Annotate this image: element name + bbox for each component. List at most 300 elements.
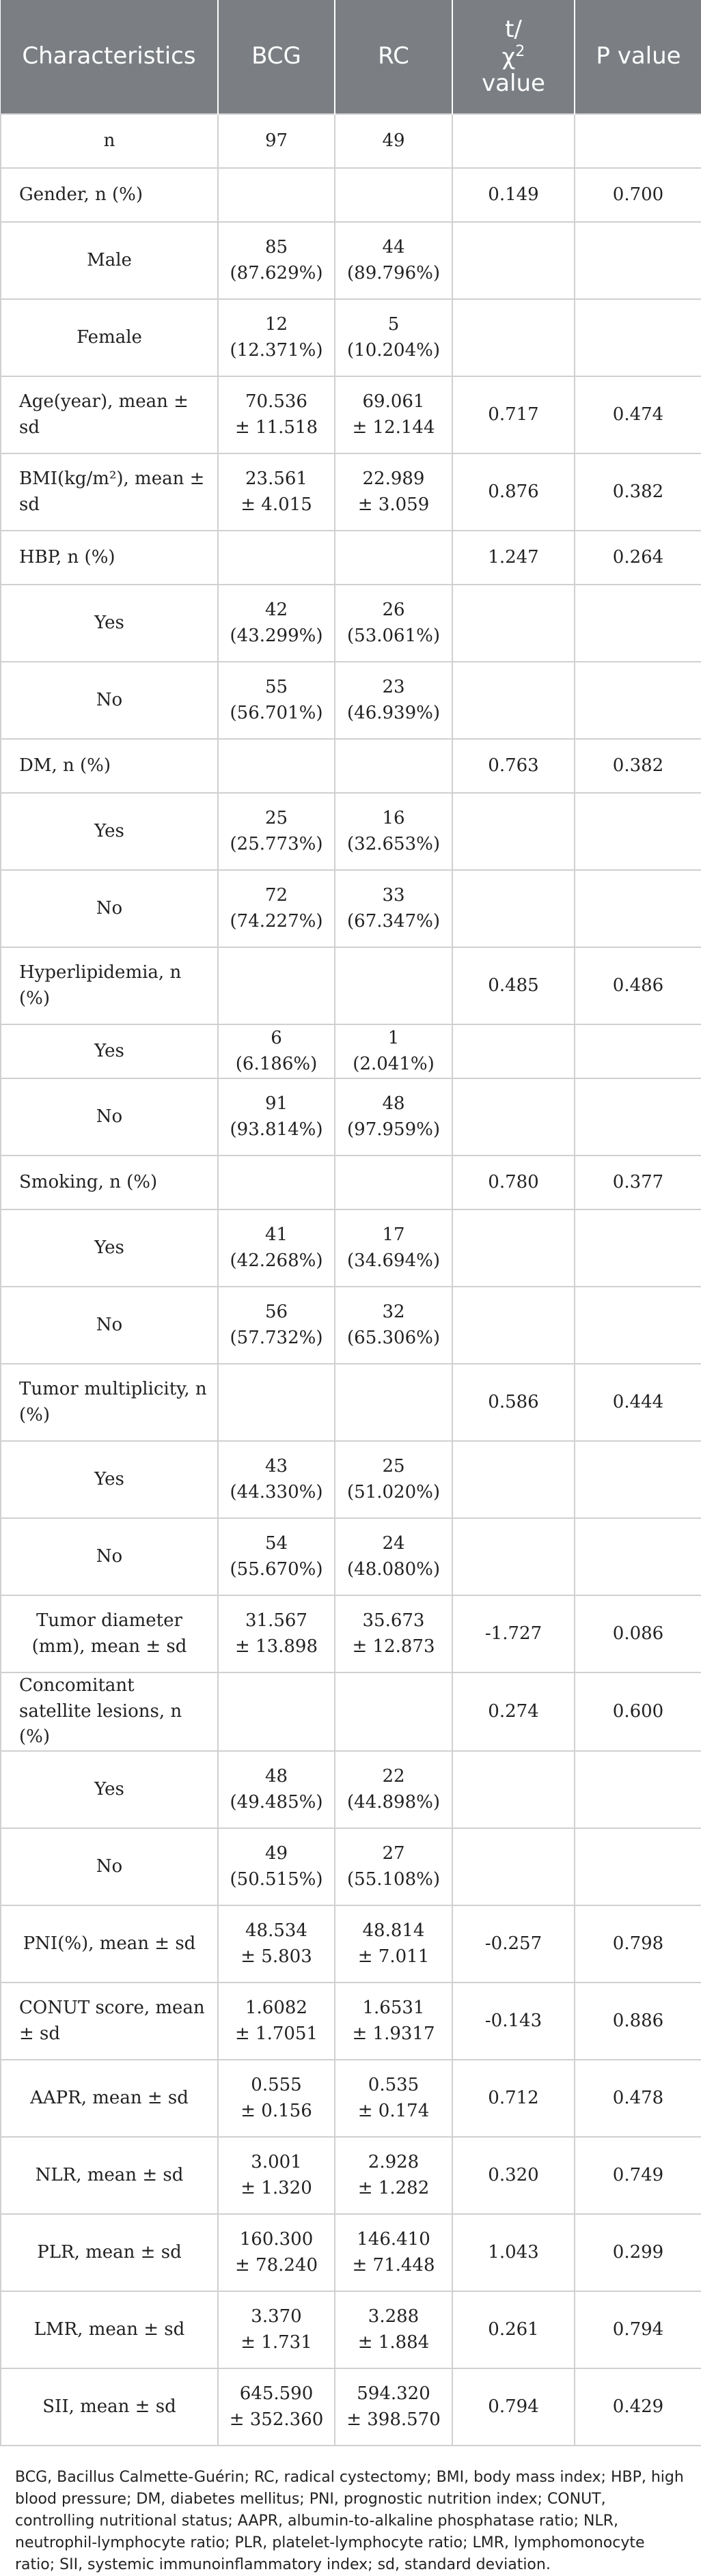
cell-rc-line2: (32.653%) xyxy=(347,833,440,854)
row-label: No xyxy=(1,1078,218,1156)
table-row xyxy=(1,870,701,947)
cell-p-value: 0.382 xyxy=(575,453,701,531)
table-row xyxy=(1,585,701,662)
cell-stat xyxy=(452,1287,575,1364)
table-row xyxy=(1,168,701,222)
cell-bcg xyxy=(218,1828,335,1905)
header-row xyxy=(1,0,701,114)
cell-rc-line2: (46.939%) xyxy=(347,702,440,723)
row-label: Yes xyxy=(1,585,218,662)
cell-rc-line2: ± 71.448 xyxy=(352,2254,435,2276)
cell-bcg-line1: 1.6082 xyxy=(245,1997,307,2018)
cell-bcg-line2: (49.485%) xyxy=(230,1791,323,1812)
cell-p-value: 0.600 xyxy=(575,1672,701,1751)
table-row xyxy=(1,2214,701,2291)
cell-stat xyxy=(452,1024,575,1078)
cell-rc-line1: 27 xyxy=(382,1843,405,1864)
cell-p-value xyxy=(575,1209,701,1287)
row-label: n xyxy=(1,114,218,168)
cell-rc-line2: ± 1.884 xyxy=(357,2332,430,2353)
row-label: No xyxy=(1,1518,218,1595)
cell-rc xyxy=(335,662,452,739)
row-label: Age(year), mean ± sd xyxy=(1,376,218,453)
header-p-value: P value xyxy=(575,0,701,114)
cell-bcg xyxy=(218,1672,335,1751)
table-row xyxy=(1,1441,701,1518)
row-label: BMI(kg/m²), mean ± sd xyxy=(1,453,218,531)
cell-bcg-line1: 3.001 xyxy=(251,2151,302,2172)
cell-rc xyxy=(335,1209,452,1287)
table-row xyxy=(1,1828,701,1905)
table-row xyxy=(1,114,701,168)
row-label: Female xyxy=(1,299,218,376)
row-label: Yes xyxy=(1,1024,218,1078)
cell-bcg-line2: (44.330%) xyxy=(230,1481,323,1502)
cell-rc xyxy=(335,1156,452,1209)
cell-rc-line1: 1.6531 xyxy=(362,1997,425,2018)
cell-bcg-line1: 42 xyxy=(264,599,288,620)
header-bcg: BCG xyxy=(218,0,335,114)
cell-stat: 0.274 xyxy=(452,1672,575,1751)
cell-rc xyxy=(335,376,452,453)
table-row xyxy=(1,793,701,870)
cell-rc-line2: ± 12.144 xyxy=(352,417,435,438)
cell-stat xyxy=(452,1828,575,1905)
table-row xyxy=(1,2060,701,2137)
cell-bcg-line2: ± 1.731 xyxy=(240,2332,312,2353)
cell-bcg xyxy=(218,947,335,1024)
cell-bcg xyxy=(218,222,335,299)
cell-p-value: 0.749 xyxy=(575,2137,701,2214)
cell-bcg-line2: ± 352.360 xyxy=(229,2409,324,2430)
cell-rc-line2: ± 1.282 xyxy=(357,2177,430,2198)
cell-bcg xyxy=(218,531,335,585)
cell-bcg-line2: ± 4.015 xyxy=(240,494,312,515)
cell-bcg-line1: 85 xyxy=(264,236,288,257)
cell-rc-line2: (67.347%) xyxy=(347,910,440,932)
cell-rc xyxy=(335,1905,452,1983)
row-label: No xyxy=(1,1828,218,1905)
cell-bcg-line2: (55.670%) xyxy=(230,1558,323,1580)
table-row xyxy=(1,1672,701,1751)
row-label: Concomitant satellite lesions, n (%) xyxy=(1,1672,218,1751)
row-label: PNI(%), mean ± sd xyxy=(1,1905,218,1983)
header-stat-line3: value xyxy=(482,70,545,98)
cell-bcg xyxy=(218,168,335,222)
cell-rc xyxy=(335,531,452,585)
cell-rc-line2: ± 12.873 xyxy=(352,1636,435,1657)
cell-rc xyxy=(335,1595,452,1672)
table-row xyxy=(1,531,701,585)
cell-p-value xyxy=(575,1441,701,1518)
cell-stat: -1.727 xyxy=(452,1595,575,1672)
cell-bcg-line1: 3.370 xyxy=(251,2306,302,2327)
cell-bcg-line2: (74.227%) xyxy=(230,910,323,932)
row-label: Yes xyxy=(1,1209,218,1287)
table-row xyxy=(1,222,701,299)
cell-p-value xyxy=(575,1078,701,1156)
cell-rc-line2: (53.061%) xyxy=(347,625,440,646)
cell-stat xyxy=(452,1751,575,1828)
row-label: CONUT score, mean ± sd xyxy=(1,1983,218,2060)
cell-stat: 0.876 xyxy=(452,453,575,531)
cell-bcg-line2: (57.732%) xyxy=(230,1327,323,1348)
cell-p-value: 0.264 xyxy=(575,531,701,585)
cell-rc-line1: 5 xyxy=(387,313,400,335)
cell-rc xyxy=(335,739,452,793)
cell-bcg xyxy=(218,585,335,662)
cell-bcg-line1: 54 xyxy=(264,1532,288,1554)
cell-p-value xyxy=(575,1751,701,1828)
cell-bcg-line2: ± 5.803 xyxy=(240,1946,312,1967)
table-row xyxy=(1,1983,701,2060)
cell-rc-line1: 69.061 xyxy=(362,391,425,412)
cell-rc-line1: 48.814 xyxy=(362,1920,425,1941)
cell-bcg-line2: ± 78.240 xyxy=(234,2254,318,2276)
table-row xyxy=(1,739,701,793)
cell-stat: 0.712 xyxy=(452,2060,575,2137)
row-label: Hyperlipidemia, n (%) xyxy=(1,947,218,1024)
row-label: NLR, mean ± sd xyxy=(1,2137,218,2214)
cell-bcg xyxy=(218,1287,335,1364)
cell-p-value xyxy=(575,585,701,662)
cell-rc-line2: (10.204%) xyxy=(347,339,440,361)
header-stat-line1: t/ xyxy=(505,15,522,43)
table-row xyxy=(1,1595,701,1672)
cell-bcg xyxy=(218,1024,335,1078)
cell-bcg-line1: 31.567 xyxy=(245,1610,307,1631)
cell-rc xyxy=(335,585,452,662)
cell-bcg xyxy=(218,1983,335,2060)
cell-rc xyxy=(335,1024,452,1078)
cell-stat: 0.586 xyxy=(452,1364,575,1441)
cell-rc-line1: 35.673 xyxy=(362,1610,425,1631)
cell-bcg-line2: ± 0.156 xyxy=(240,2100,312,2121)
cell-rc-line2: (34.694%) xyxy=(347,1250,440,1271)
cell-p-value: 0.798 xyxy=(575,1905,701,1983)
cell-rc-line2: ± 3.059 xyxy=(357,494,430,515)
cell-rc-line2: ± 1.9317 xyxy=(352,2023,435,2044)
cell-stat: 1.247 xyxy=(452,531,575,585)
cell-bcg-line1: 23.561 xyxy=(245,468,307,489)
cell-bcg-line2: ± 13.898 xyxy=(234,1636,318,1657)
row-label: Tumor multiplicity, n (%) xyxy=(1,1364,218,1441)
cell-bcg-line1: 55 xyxy=(264,676,288,697)
cell-rc-line1: 22.989 xyxy=(362,468,425,489)
cell-rc-line2: (89.796%) xyxy=(347,262,440,283)
table-row xyxy=(1,1518,701,1595)
cell-stat xyxy=(452,222,575,299)
cell-rc-line1: 3.288 xyxy=(368,2306,420,2327)
cell-bcg-line2: ± 1.320 xyxy=(240,2177,312,2198)
cell-bcg-line2: (42.268%) xyxy=(230,1250,323,1271)
cell-rc xyxy=(335,1364,452,1441)
table-row xyxy=(1,662,701,739)
cell-rc xyxy=(335,2214,452,2291)
cell-stat: 0.763 xyxy=(452,739,575,793)
cell-rc-line1: 146.410 xyxy=(357,2228,430,2250)
row-label: Tumor diameter (mm), mean ± sd xyxy=(1,1595,218,1672)
table-row xyxy=(1,1751,701,1828)
cell-rc xyxy=(335,453,452,531)
cell-bcg xyxy=(218,114,335,168)
cell-stat: 0.149 xyxy=(452,168,575,222)
cell-rc xyxy=(335,1518,452,1595)
cell-bcg-line2: (56.701%) xyxy=(230,702,323,723)
row-label: Yes xyxy=(1,1751,218,1828)
cell-stat: 0.794 xyxy=(452,2368,575,2446)
cell-p-value xyxy=(575,662,701,739)
cell-p-value: 0.444 xyxy=(575,1364,701,1441)
cell-bcg xyxy=(218,1364,335,1441)
row-label: Yes xyxy=(1,793,218,870)
header-stat-value xyxy=(452,0,575,114)
cell-bcg-line1: 41 xyxy=(264,1224,288,1245)
cell-rc-line2: ± 398.570 xyxy=(346,2409,441,2430)
cell-rc-line1: 17 xyxy=(382,1224,405,1245)
cell-rc-line1: 1 (2.041%) xyxy=(353,1027,435,1074)
table-row xyxy=(1,2368,701,2446)
cell-stat: -0.257 xyxy=(452,1905,575,1983)
cell-bcg-line1: 48.534 xyxy=(245,1920,307,1941)
table-row xyxy=(1,1905,701,1983)
cell-rc-line2: (65.306%) xyxy=(347,1327,440,1348)
cell-rc xyxy=(335,114,452,168)
cell-rc xyxy=(335,793,452,870)
cell-rc-line2: (48.080%) xyxy=(347,1558,440,1580)
header-characteristics: Characteristics xyxy=(1,0,218,114)
cell-p-value xyxy=(575,870,701,947)
cell-bcg xyxy=(218,1595,335,1672)
cell-rc xyxy=(335,1828,452,1905)
cell-p-value xyxy=(575,1287,701,1364)
cell-bcg-line2: (87.629%) xyxy=(230,262,323,283)
cell-rc xyxy=(335,947,452,1024)
cell-bcg-line1: 43 xyxy=(264,1455,288,1476)
cell-stat xyxy=(452,793,575,870)
cell-bcg xyxy=(218,1518,335,1595)
cell-bcg-line2: ± 11.518 xyxy=(234,417,318,438)
header-stat-chi: χ xyxy=(501,43,516,71)
table-row xyxy=(1,1024,701,1078)
table-row xyxy=(1,1287,701,1364)
cell-p-value xyxy=(575,793,701,870)
cell-bcg-line2: (12.371%) xyxy=(230,339,323,361)
cell-rc-line2: ± 0.174 xyxy=(357,2100,430,2121)
table-row xyxy=(1,1364,701,1441)
cell-stat xyxy=(452,1441,575,1518)
cell-rc xyxy=(335,1983,452,2060)
cell-bcg-line1: 49 xyxy=(264,1843,288,1864)
cell-rc-line2: (97.959%) xyxy=(347,1119,440,1140)
cell-bcg xyxy=(218,2137,335,2214)
cell-rc xyxy=(335,1078,452,1156)
cell-stat xyxy=(452,1209,575,1287)
table-row xyxy=(1,2137,701,2214)
cell-bcg-line2: (93.814%) xyxy=(230,1119,323,1140)
row-label: LMR, mean ± sd xyxy=(1,2291,218,2368)
table-footnote: BCG, Bacillus Calmette-Guérin; RC, radical cystectomy; BMI, body mass index; HBP, high blood pressure; DM, diabetes mellitus; PNI, prognostic nutrition index; CONUT, controlling nutritional status; AAPR, albumin-to-alkaline phosphatase ratio; NLR, neutrophil-lymphocyte ratio; PLR, platelet-lymphocyte ratio; LMR, lymphomonocyte ratio; SII, systemic immunoinflammatory index; sd, standard deviation. xyxy=(15,2469,684,2573)
cell-rc-line1: 48 xyxy=(382,1093,405,1114)
row-label: No xyxy=(1,1287,218,1364)
cell-rc xyxy=(335,299,452,376)
cell-stat xyxy=(452,1518,575,1595)
cell-bcg-line1: 56 xyxy=(264,1301,288,1322)
cell-bcg-line2: ± 1.7051 xyxy=(234,2023,318,2044)
cell-p-value: 0.429 xyxy=(575,2368,701,2446)
cell-p-value: 0.478 xyxy=(575,2060,701,2137)
cell-bcg-line1: 72 xyxy=(264,884,288,906)
cell-bcg-line1: 70.536 xyxy=(245,391,307,412)
table-row xyxy=(1,453,701,531)
cell-p-value: 0.700 xyxy=(575,168,701,222)
cell-rc xyxy=(335,2137,452,2214)
cell-bcg-line1: 91 xyxy=(264,1093,288,1114)
cell-rc-line1: 32 xyxy=(382,1301,405,1322)
cell-bcg-line2: (25.773%) xyxy=(230,833,323,854)
row-label: SII, mean ± sd xyxy=(1,2368,218,2446)
cell-rc xyxy=(335,1441,452,1518)
cell-bcg xyxy=(218,2368,335,2446)
cell-bcg xyxy=(218,1751,335,1828)
cell-bcg xyxy=(218,1441,335,1518)
cell-stat: 0.780 xyxy=(452,1156,575,1209)
cell-rc xyxy=(335,2291,452,2368)
cell-bcg xyxy=(218,2214,335,2291)
cell-bcg-line1: 645.590 xyxy=(239,2383,314,2404)
cell-stat xyxy=(452,114,575,168)
row-label: HBP, n (%) xyxy=(1,531,218,585)
cell-rc xyxy=(335,1287,452,1364)
cell-rc-line1: 22 xyxy=(382,1765,405,1787)
cell-rc xyxy=(335,168,452,222)
cell-bcg xyxy=(218,793,335,870)
cell-stat: 1.043 xyxy=(452,2214,575,2291)
cell-bcg xyxy=(218,1156,335,1209)
cell-bcg xyxy=(218,299,335,376)
row-label: Yes xyxy=(1,1441,218,1518)
cell-stat xyxy=(452,662,575,739)
row-label: Smoking, n (%) xyxy=(1,1156,218,1209)
cell-bcg-line1: 12 xyxy=(264,313,288,335)
cell-rc xyxy=(335,2060,452,2137)
cell-rc-line1: 0.535 xyxy=(368,2074,420,2095)
table-row xyxy=(1,1156,701,1209)
cell-rc xyxy=(335,1751,452,1828)
cell-bcg-line2: (50.515%) xyxy=(230,1868,323,1890)
cell-bcg xyxy=(218,662,335,739)
table-row xyxy=(1,2291,701,2368)
cell-stat xyxy=(452,585,575,662)
table-row xyxy=(1,947,701,1024)
table-row xyxy=(1,376,701,453)
cell-bcg xyxy=(218,376,335,453)
cell-bcg-line1: 160.300 xyxy=(239,2228,314,2250)
cell-bcg-line2: (43.299%) xyxy=(230,625,323,646)
cell-bcg xyxy=(218,870,335,947)
cell-rc xyxy=(335,2368,452,2446)
cell-p-value xyxy=(575,222,701,299)
cell-rc-line1: 24 xyxy=(382,1532,405,1554)
cell-stat: 0.485 xyxy=(452,947,575,1024)
table-row xyxy=(1,1078,701,1156)
header-rc: RC xyxy=(335,0,452,114)
cell-stat: 0.261 xyxy=(452,2291,575,2368)
cell-rc-line1: 594.320 xyxy=(357,2383,430,2404)
cell-rc-line1: 2.928 xyxy=(368,2151,420,2172)
cell-p-value: 0.486 xyxy=(575,947,701,1024)
cell-bcg-line1: 97 xyxy=(264,130,288,151)
cell-stat xyxy=(452,1078,575,1156)
cell-rc-line2: (51.020%) xyxy=(347,1481,440,1502)
cell-rc-line2: ± 7.011 xyxy=(357,1946,430,1967)
cell-p-value: 0.474 xyxy=(575,376,701,453)
cell-stat xyxy=(452,299,575,376)
table-row xyxy=(1,1209,701,1287)
cell-rc-line2: (55.108%) xyxy=(347,1868,440,1890)
cell-rc-line1: 23 xyxy=(382,676,405,697)
table-body xyxy=(1,114,701,2446)
cell-p-value: 0.299 xyxy=(575,2214,701,2291)
cell-bcg xyxy=(218,1209,335,1287)
row-label: PLR, mean ± sd xyxy=(1,2214,218,2291)
cell-p-value: 0.377 xyxy=(575,1156,701,1209)
cell-p-value xyxy=(575,1024,701,1078)
cell-p-value: 0.086 xyxy=(575,1595,701,1672)
cell-stat: -0.143 xyxy=(452,1983,575,2060)
row-label: DM, n (%) xyxy=(1,739,218,793)
cell-stat: 0.320 xyxy=(452,2137,575,2214)
cell-rc xyxy=(335,222,452,299)
cell-rc-line1: 33 xyxy=(382,884,405,906)
cell-bcg xyxy=(218,1905,335,1983)
cell-rc-line2: (44.898%) xyxy=(347,1791,440,1812)
row-label: AAPR, mean ± sd xyxy=(1,2060,218,2137)
cell-bcg xyxy=(218,2291,335,2368)
cell-rc-line1: 25 xyxy=(382,1455,405,1476)
cell-p-value xyxy=(575,1518,701,1595)
cell-rc-line1: 49 xyxy=(382,130,405,151)
row-label: No xyxy=(1,870,218,947)
cell-rc-line1: 44 xyxy=(382,236,405,257)
cell-bcg xyxy=(218,453,335,531)
cell-rc-line1: 26 xyxy=(382,599,405,620)
row-label: Gender, n (%) xyxy=(1,168,218,222)
header-stat-sup: 2 xyxy=(515,42,525,60)
cell-p-value: 0.382 xyxy=(575,739,701,793)
cell-rc-line1: 16 xyxy=(382,807,405,828)
cell-p-value xyxy=(575,299,701,376)
cell-rc xyxy=(335,1672,452,1751)
cell-bcg xyxy=(218,2060,335,2137)
cell-stat: 0.717 xyxy=(452,376,575,453)
cell-rc xyxy=(335,870,452,947)
row-label: Male xyxy=(1,222,218,299)
cell-bcg xyxy=(218,739,335,793)
cell-bcg-line1: 25 xyxy=(264,807,288,828)
row-label: No xyxy=(1,662,218,739)
cell-bcg-line1: 6 (6.186%) xyxy=(235,1027,318,1074)
cell-bcg xyxy=(218,1078,335,1156)
cell-bcg-line1: 0.555 xyxy=(251,2074,302,2095)
cell-p-value xyxy=(575,1828,701,1905)
cell-p-value: 0.886 xyxy=(575,1983,701,2060)
table-row xyxy=(1,299,701,376)
cell-p-value: 0.794 xyxy=(575,2291,701,2368)
cell-p-value xyxy=(575,114,701,168)
cell-bcg-line1: 48 xyxy=(264,1765,288,1787)
cell-stat xyxy=(452,870,575,947)
